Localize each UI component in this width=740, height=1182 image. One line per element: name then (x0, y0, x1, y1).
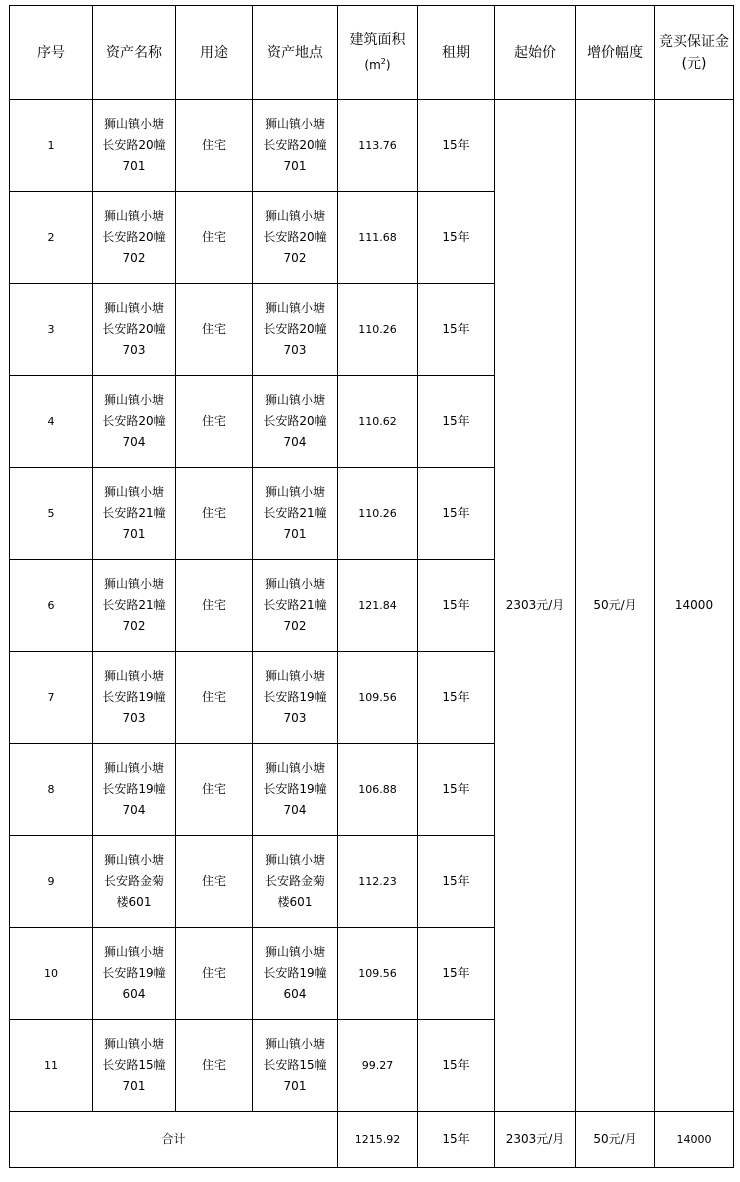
header-term: 租期 (418, 6, 495, 100)
row-location: 狮山镇小塘长安路20幢704 (253, 376, 338, 468)
row-term: 15年 (418, 192, 495, 284)
row-area: 109.56 (338, 928, 418, 1020)
row-location: 狮山镇小塘长安路21幢702 (253, 560, 338, 652)
row-asset-name: 狮山镇小塘长安路20幢703 (93, 284, 176, 376)
total-term: 15年 (418, 1112, 495, 1168)
row-usage: 住宅 (176, 928, 253, 1020)
header-start-price: 起始价 (495, 6, 576, 100)
row-term: 15年 (418, 928, 495, 1020)
row-area: 113.76 (338, 100, 418, 192)
row-index: 1 (10, 100, 93, 192)
row-index: 10 (10, 928, 93, 1020)
row-area: 111.68 (338, 192, 418, 284)
row-location: 狮山镇小塘长安路20幢703 (253, 284, 338, 376)
row-index: 4 (10, 376, 93, 468)
row-index: 2 (10, 192, 93, 284)
row-asset-name: 狮山镇小塘长安路19幢704 (93, 744, 176, 836)
row-term: 15年 (418, 744, 495, 836)
row-area: 110.62 (338, 376, 418, 468)
header-deposit: 竞买保证金 (元) (655, 6, 734, 100)
row-location: 狮山镇小塘长安路21幢701 (253, 468, 338, 560)
row-location: 狮山镇小塘长安路19幢703 (253, 652, 338, 744)
header-location: 资产地点 (253, 6, 338, 100)
row-index: 11 (10, 1020, 93, 1112)
row-term: 15年 (418, 376, 495, 468)
row-area: 106.88 (338, 744, 418, 836)
row-usage: 住宅 (176, 1020, 253, 1112)
row-area: 109.56 (338, 652, 418, 744)
row-usage: 住宅 (176, 744, 253, 836)
row-term: 15年 (418, 560, 495, 652)
header-usage: 用途 (176, 6, 253, 100)
total-deposit: 14000 (655, 1112, 734, 1168)
row-asset-name: 狮山镇小塘长安路20幢701 (93, 100, 176, 192)
row-usage: 住宅 (176, 376, 253, 468)
row-area: 121.84 (338, 560, 418, 652)
row-term: 15年 (418, 284, 495, 376)
table-row (10, 100, 734, 192)
table-body (10, 100, 734, 1168)
row-area: 112.23 (338, 836, 418, 928)
row-location: 狮山镇小塘长安路20幢701 (253, 100, 338, 192)
row-term: 15年 (418, 468, 495, 560)
header-increment: 增价幅度 (576, 6, 655, 100)
row-index: 5 (10, 468, 93, 560)
total-start-price: 2303元/月 (495, 1112, 576, 1168)
row-location: 狮山镇小塘长安路19幢704 (253, 744, 338, 836)
header-area-unit: $(m^2)$ (364, 57, 391, 72)
row-usage: 住宅 (176, 652, 253, 744)
row-area: 99.27 (338, 1020, 418, 1112)
header-area-label: 建筑面积 (349, 32, 406, 48)
merged-start-price: 2303元/月 (495, 100, 576, 1112)
row-index: 8 (10, 744, 93, 836)
header-index: 序号 (10, 6, 93, 100)
row-index: 3 (10, 284, 93, 376)
header-row (10, 6, 734, 100)
row-asset-name: 狮山镇小塘长安路21幢702 (93, 560, 176, 652)
row-usage: 住宅 (176, 284, 253, 376)
asset-lease-table (9, 5, 734, 1168)
row-term: 15年 (418, 100, 495, 192)
row-asset-name: 狮山镇小塘长安路20幢702 (93, 192, 176, 284)
row-index: 9 (10, 836, 93, 928)
total-row (10, 1112, 734, 1168)
row-asset-name: 狮山镇小塘长安路15幢701 (93, 1020, 176, 1112)
row-location: 狮山镇小塘长安路金菊楼601 (253, 836, 338, 928)
row-term: 15年 (418, 1020, 495, 1112)
row-location: 狮山镇小塘长安路20幢702 (253, 192, 338, 284)
row-term: 15年 (418, 836, 495, 928)
header-area (338, 6, 418, 100)
row-usage: 住宅 (176, 192, 253, 284)
row-area: 110.26 (338, 284, 418, 376)
row-area: 110.26 (338, 468, 418, 560)
row-usage: 住宅 (176, 836, 253, 928)
row-term: 15年 (418, 652, 495, 744)
row-index: 6 (10, 560, 93, 652)
row-asset-name: 狮山镇小塘长安路19幢703 (93, 652, 176, 744)
row-usage: 住宅 (176, 100, 253, 192)
row-asset-name: 狮山镇小塘长安路21幢701 (93, 468, 176, 560)
row-asset-name: 狮山镇小塘长安路20幢704 (93, 376, 176, 468)
total-increment: 50元/月 (576, 1112, 655, 1168)
total-label: 合计 (10, 1112, 338, 1168)
row-asset-name: 狮山镇小塘长安路金菊楼601 (93, 836, 176, 928)
row-location: 狮山镇小塘长安路15幢701 (253, 1020, 338, 1112)
total-area: 1215.92 (338, 1112, 418, 1168)
row-location: 狮山镇小塘长安路19幢604 (253, 928, 338, 1020)
merged-deposit: 14000 (655, 100, 734, 1112)
row-index: 7 (10, 652, 93, 744)
merged-increment: 50元/月 (576, 100, 655, 1112)
header-name: 资产名称 (93, 6, 176, 100)
row-usage: 住宅 (176, 560, 253, 652)
row-asset-name: 狮山镇小塘长安路19幢604 (93, 928, 176, 1020)
row-usage: 住宅 (176, 468, 253, 560)
